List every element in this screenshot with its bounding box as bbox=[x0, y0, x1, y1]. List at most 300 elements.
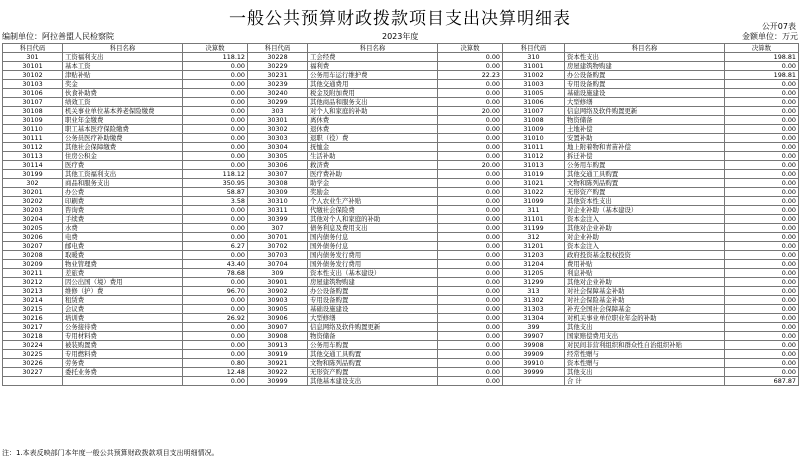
amount-cell: 0.00 bbox=[183, 323, 248, 332]
subject-code-cell: 30229 bbox=[248, 62, 308, 71]
header-cell: 科目代码 bbox=[503, 44, 565, 53]
subject-code-cell: 30903 bbox=[248, 296, 308, 305]
subject-code-cell: 301 bbox=[3, 53, 63, 62]
subject-code-cell: 30218 bbox=[3, 332, 63, 341]
subject-code-cell: 30101 bbox=[3, 62, 63, 71]
subject-name-cell: 绩效工资 bbox=[63, 98, 183, 107]
amount-cell: 0.00 bbox=[725, 260, 799, 269]
table-row bbox=[3, 179, 799, 188]
amount-cell: 0.00 bbox=[725, 368, 799, 377]
amount-cell: 43.40 bbox=[183, 260, 248, 269]
amount-cell: 0.00 bbox=[438, 269, 503, 278]
subject-name-cell: 公务用车购置 bbox=[565, 161, 725, 170]
subject-code-cell: 30205 bbox=[3, 224, 63, 233]
amount-cell: 0.00 bbox=[438, 260, 503, 269]
subject-name-cell: 水费 bbox=[63, 224, 183, 233]
table-row bbox=[3, 350, 799, 359]
amount-cell: 0.00 bbox=[438, 296, 503, 305]
amount-cell: 0.00 bbox=[725, 233, 799, 242]
subject-code-cell: 30922 bbox=[248, 368, 308, 377]
subject-code-cell: 31303 bbox=[503, 305, 565, 314]
subject-name-cell: 福利费 bbox=[308, 62, 438, 71]
subject-code-cell: 30308 bbox=[248, 179, 308, 188]
table-row bbox=[3, 314, 799, 323]
subject-name-cell: 医疗费补助 bbox=[308, 170, 438, 179]
table-row bbox=[3, 89, 799, 98]
subject-code-cell: 30239 bbox=[248, 80, 308, 89]
subject-code-cell: 302 bbox=[3, 179, 63, 188]
subject-code-cell: 30215 bbox=[3, 305, 63, 314]
subject-code-cell: 30702 bbox=[248, 242, 308, 251]
table-row bbox=[3, 116, 799, 125]
expenditure-table bbox=[2, 43, 799, 386]
table-row bbox=[3, 287, 799, 296]
subject-code-cell: 30208 bbox=[3, 251, 63, 260]
subject-code-cell: 39908 bbox=[503, 341, 565, 350]
subject-name-cell: 离休费 bbox=[308, 116, 438, 125]
table-row bbox=[3, 71, 799, 80]
amount-cell: 0.00 bbox=[438, 224, 503, 233]
amount-cell: 0.00 bbox=[183, 62, 248, 71]
amount-cell: 0.00 bbox=[183, 251, 248, 260]
subject-name-cell: 资本性支出 bbox=[565, 53, 725, 62]
amount-cell: 0.00 bbox=[438, 305, 503, 314]
amount-cell: 0.00 bbox=[183, 233, 248, 242]
subject-code-cell: 30199 bbox=[3, 170, 63, 179]
subject-code-cell: 30901 bbox=[248, 278, 308, 287]
subject-name-cell: 对企业补助（基本建设） bbox=[565, 206, 725, 215]
subject-name-cell: 对个人和家庭的补助 bbox=[308, 107, 438, 116]
subject-name-cell: 国外债务付息 bbox=[308, 242, 438, 251]
subject-code-cell: 30213 bbox=[3, 287, 63, 296]
amount-cell: 0.00 bbox=[438, 53, 503, 62]
subject-code-cell: 31201 bbox=[503, 242, 565, 251]
table-row bbox=[3, 260, 799, 269]
subject-code-cell: 30106 bbox=[3, 89, 63, 98]
amount-cell: 0.00 bbox=[438, 323, 503, 332]
subject-code-cell: 30224 bbox=[3, 341, 63, 350]
subject-name-cell: 利息补贴 bbox=[565, 269, 725, 278]
table-body bbox=[3, 53, 799, 386]
amount-cell: 0.00 bbox=[438, 179, 503, 188]
amount-cell: 0.00 bbox=[438, 170, 503, 179]
subject-name-cell: 取暖费 bbox=[63, 251, 183, 260]
amount-cell: 0.00 bbox=[438, 368, 503, 377]
subject-code-cell: 31003 bbox=[503, 80, 565, 89]
subject-code-cell: 30703 bbox=[248, 251, 308, 260]
table-row bbox=[3, 62, 799, 71]
amount-cell: 3.58 bbox=[183, 197, 248, 206]
subject-name-cell: 其他对企业补助 bbox=[565, 224, 725, 233]
subject-code-cell: 31199 bbox=[503, 224, 565, 233]
header-cell: 决算数 bbox=[725, 44, 799, 53]
subject-code-cell: 311 bbox=[503, 206, 565, 215]
amount-cell: 0.00 bbox=[438, 152, 503, 161]
subject-name-cell: 其他对企业补助 bbox=[565, 278, 725, 287]
amount-cell: 0.00 bbox=[438, 143, 503, 152]
amount-cell: 0.00 bbox=[438, 359, 503, 368]
subject-code-cell bbox=[3, 377, 63, 386]
subject-code-cell: 31203 bbox=[503, 251, 565, 260]
subject-name-cell: 专用燃料费 bbox=[63, 350, 183, 359]
amount-cell: 0.00 bbox=[438, 188, 503, 197]
subject-name-cell: 合 计 bbox=[565, 377, 725, 386]
subject-code-cell: 31012 bbox=[503, 152, 565, 161]
amount-cell: 0.00 bbox=[183, 215, 248, 224]
subject-name-cell: 其他对个人和家庭的补助 bbox=[308, 215, 438, 224]
amount-cell: 0.00 bbox=[725, 251, 799, 260]
subject-code-cell: 30212 bbox=[3, 278, 63, 287]
table-row bbox=[3, 53, 799, 62]
amount-cell: 0.00 bbox=[183, 332, 248, 341]
amount-cell: 58.87 bbox=[183, 188, 248, 197]
subject-code-cell: 30211 bbox=[3, 269, 63, 278]
subject-name-cell: 公务接待费 bbox=[63, 323, 183, 332]
subject-name-cell: 信息网络及软件购置更新 bbox=[565, 107, 725, 116]
table-row bbox=[3, 134, 799, 143]
subject-code-cell: 31001 bbox=[503, 62, 565, 71]
subject-name-cell: 抚恤金 bbox=[308, 143, 438, 152]
subject-name-cell: 商品和服务支出 bbox=[63, 179, 183, 188]
subject-name-cell: 维修（护）费 bbox=[63, 287, 183, 296]
amount-cell: 0.00 bbox=[183, 80, 248, 89]
subject-name-cell: 国外债务发行费用 bbox=[308, 260, 438, 269]
amount-cell: 12.48 bbox=[183, 368, 248, 377]
subject-code-cell: 31101 bbox=[503, 215, 565, 224]
subject-name-cell bbox=[63, 377, 183, 386]
amount-cell: 78.68 bbox=[183, 269, 248, 278]
subject-code-cell: 30217 bbox=[3, 323, 63, 332]
subject-code-cell: 30227 bbox=[3, 368, 63, 377]
subject-name-cell: 生活补助 bbox=[308, 152, 438, 161]
amount-cell: 0.00 bbox=[183, 224, 248, 233]
amount-cell: 0.00 bbox=[725, 80, 799, 89]
subject-code-cell: 30307 bbox=[248, 170, 308, 179]
subject-name-cell: 其他交通工具购置 bbox=[565, 170, 725, 179]
amount-cell: 0.00 bbox=[183, 278, 248, 287]
amount-cell: 0.00 bbox=[438, 134, 503, 143]
unit-label: 金额单位：万元 bbox=[742, 32, 798, 41]
amount-cell: 0.00 bbox=[183, 350, 248, 359]
amount-cell: 118.12 bbox=[183, 170, 248, 179]
subject-name-cell: 公务用车运行维护费 bbox=[308, 71, 438, 80]
subject-code-cell: 30202 bbox=[3, 197, 63, 206]
subject-name-cell: 其他资本性支出 bbox=[565, 197, 725, 206]
subject-name-cell: 公务用车购置 bbox=[308, 341, 438, 350]
amount-cell: 0.00 bbox=[438, 233, 503, 242]
meta-row bbox=[2, 31, 798, 42]
subject-code-cell: 30113 bbox=[3, 152, 63, 161]
amount-cell: 0.00 bbox=[438, 350, 503, 359]
amount-cell: 0.00 bbox=[725, 359, 799, 368]
table-row bbox=[3, 269, 799, 278]
subject-name-cell: 物业管理费 bbox=[63, 260, 183, 269]
subject-code-cell: 31005 bbox=[503, 89, 565, 98]
amount-cell: 0.00 bbox=[725, 206, 799, 215]
subject-code-cell: 30109 bbox=[3, 116, 63, 125]
subject-name-cell: 大型修缮 bbox=[308, 314, 438, 323]
subject-name-cell: 资本金注入 bbox=[565, 215, 725, 224]
subject-code-cell: 30906 bbox=[248, 314, 308, 323]
amount-cell: 0.00 bbox=[725, 242, 799, 251]
subject-code-cell: 39999 bbox=[503, 368, 565, 377]
subject-name-cell: 机关事业单位基本养老保险缴费 bbox=[63, 107, 183, 116]
amount-cell: 0.00 bbox=[725, 89, 799, 98]
subject-name-cell: 其他交通工具购置 bbox=[308, 350, 438, 359]
table-row bbox=[3, 368, 799, 377]
amount-cell: 0.00 bbox=[725, 215, 799, 224]
subject-name-cell: 其他工资福利支出 bbox=[63, 170, 183, 179]
amount-cell: 0.00 bbox=[725, 170, 799, 179]
subject-name-cell: 地上附着物和青苗补偿 bbox=[565, 143, 725, 152]
subject-code-cell: 31099 bbox=[503, 197, 565, 206]
subject-name-cell: 无形资产购置 bbox=[565, 188, 725, 197]
subject-name-cell: 物资储备 bbox=[565, 116, 725, 125]
amount-cell: 687.87 bbox=[725, 377, 799, 386]
subject-name-cell: 补充全国社会保障基金 bbox=[565, 305, 725, 314]
subject-name-cell: 对机关事业单位职业年金的补助 bbox=[565, 314, 725, 323]
subject-code-cell: 30207 bbox=[3, 242, 63, 251]
subject-code-cell: 30201 bbox=[3, 188, 63, 197]
subject-code-cell: 30704 bbox=[248, 260, 308, 269]
year-label: 2023年度 bbox=[382, 32, 419, 41]
amount-cell: 0.00 bbox=[183, 134, 248, 143]
subject-name-cell: 公务员医疗补助缴费 bbox=[63, 134, 183, 143]
subject-name-cell: 对社会保险基金补助 bbox=[565, 296, 725, 305]
subject-code-cell: 31302 bbox=[503, 296, 565, 305]
subject-code-cell: 30240 bbox=[248, 89, 308, 98]
table-row bbox=[3, 359, 799, 368]
amount-cell: 0.00 bbox=[725, 296, 799, 305]
table-row bbox=[3, 278, 799, 287]
subject-code-cell: 30701 bbox=[248, 233, 308, 242]
subject-name-cell: 培训费 bbox=[63, 314, 183, 323]
amount-cell: 0.00 bbox=[725, 314, 799, 323]
table-row bbox=[3, 215, 799, 224]
table-row bbox=[3, 143, 799, 152]
page-title: 一般公共预算财政拨款项目支出决算明细表 bbox=[229, 9, 571, 29]
subject-name-cell: 伙食补助费 bbox=[63, 89, 183, 98]
amount-cell: 0.00 bbox=[438, 116, 503, 125]
amount-cell: 0.00 bbox=[438, 341, 503, 350]
subject-code-cell: 31205 bbox=[503, 269, 565, 278]
subject-name-cell: 手续费 bbox=[63, 215, 183, 224]
subject-name-cell: 邮电费 bbox=[63, 242, 183, 251]
subject-name-cell: 工资福利支出 bbox=[63, 53, 183, 62]
amount-cell: 0.00 bbox=[725, 188, 799, 197]
amount-cell: 0.00 bbox=[438, 206, 503, 215]
subject-name-cell: 土地补偿 bbox=[565, 125, 725, 134]
subject-name-cell: 救济费 bbox=[308, 161, 438, 170]
subject-code-cell: 30919 bbox=[248, 350, 308, 359]
subject-name-cell: 劳务费 bbox=[63, 359, 183, 368]
subject-code-cell: 30203 bbox=[3, 206, 63, 215]
subject-name-cell: 代缴社会保险费 bbox=[308, 206, 438, 215]
subject-name-cell: 退职（役）费 bbox=[308, 134, 438, 143]
subject-name-cell: 其他商品和服务支出 bbox=[308, 98, 438, 107]
amount-cell: 0.00 bbox=[438, 98, 503, 107]
amount-cell: 0.00 bbox=[725, 179, 799, 188]
amount-cell: 0.00 bbox=[725, 116, 799, 125]
subject-code-cell: 30209 bbox=[3, 260, 63, 269]
subject-code-cell: 30206 bbox=[3, 233, 63, 242]
table-row bbox=[3, 188, 799, 197]
subject-code-cell: 30913 bbox=[248, 341, 308, 350]
subject-code-cell: 30399 bbox=[248, 215, 308, 224]
subject-code-cell: 30301 bbox=[248, 116, 308, 125]
subject-code-cell: 30112 bbox=[3, 143, 63, 152]
amount-cell: 0.00 bbox=[438, 278, 503, 287]
subject-name-cell: 资本金注入 bbox=[565, 242, 725, 251]
subject-name-cell: 对社会保障基金补助 bbox=[565, 287, 725, 296]
subject-name-cell: 其他支出 bbox=[565, 368, 725, 377]
subject-code-cell: 31008 bbox=[503, 116, 565, 125]
subject-code-cell: 30108 bbox=[3, 107, 63, 116]
subject-name-cell: 专用材料费 bbox=[63, 332, 183, 341]
subject-name-cell: 国内债务付息 bbox=[308, 233, 438, 242]
subject-code-cell: 30102 bbox=[3, 71, 63, 80]
subject-name-cell: 信息网络及软件购置更新 bbox=[308, 323, 438, 332]
subject-code-cell: 30114 bbox=[3, 161, 63, 170]
subject-code-cell: 30110 bbox=[3, 125, 63, 134]
subject-name-cell: 个人农业生产补贴 bbox=[308, 197, 438, 206]
amount-cell: 0.00 bbox=[183, 71, 248, 80]
subject-code-cell: 307 bbox=[248, 224, 308, 233]
subject-name-cell: 其他基本建设支出 bbox=[308, 377, 438, 386]
subject-name-cell: 办公设备购置 bbox=[565, 71, 725, 80]
subject-name-cell: 资本性支出（基本建设） bbox=[308, 269, 438, 278]
subject-code-cell: 30214 bbox=[3, 296, 63, 305]
table-row bbox=[3, 125, 799, 134]
table-row bbox=[3, 161, 799, 170]
table-row bbox=[3, 305, 799, 314]
subject-name-cell: 住房公积金 bbox=[63, 152, 183, 161]
header-cell: 科目名称 bbox=[565, 44, 725, 53]
subject-name-cell: 文物和陈列品购置 bbox=[565, 179, 725, 188]
subject-name-cell: 基本工资 bbox=[63, 62, 183, 71]
subject-name-cell: 电费 bbox=[63, 233, 183, 242]
amount-cell: 0.00 bbox=[725, 287, 799, 296]
header-cell: 科目名称 bbox=[308, 44, 438, 53]
subject-name-cell: 对民间非营利组织和群众性自治组织补贴 bbox=[565, 341, 725, 350]
subject-code-cell: 30999 bbox=[248, 377, 308, 386]
amount-cell: 0.00 bbox=[438, 80, 503, 89]
subject-name-cell: 资本性赠与 bbox=[565, 359, 725, 368]
subject-code-cell: 39909 bbox=[503, 350, 565, 359]
subject-code-cell: 30228 bbox=[248, 53, 308, 62]
subject-name-cell: 安置补助 bbox=[565, 134, 725, 143]
subject-code-cell: 31009 bbox=[503, 125, 565, 134]
subject-code-cell: 31013 bbox=[503, 161, 565, 170]
amount-cell: 350.95 bbox=[183, 179, 248, 188]
subject-code-cell bbox=[503, 377, 565, 386]
subject-name-cell: 国家赔偿费用支出 bbox=[565, 332, 725, 341]
amount-cell: 0.00 bbox=[725, 134, 799, 143]
subject-name-cell: 其他交通费用 bbox=[308, 80, 438, 89]
subject-code-cell: 313 bbox=[503, 287, 565, 296]
amount-cell: 0.00 bbox=[183, 152, 248, 161]
amount-cell: 0.00 bbox=[725, 323, 799, 332]
subject-code-cell: 30302 bbox=[248, 125, 308, 134]
subject-code-cell: 30309 bbox=[248, 188, 308, 197]
subject-name-cell: 基础设施建设 bbox=[565, 89, 725, 98]
amount-cell: 0.00 bbox=[725, 269, 799, 278]
subject-code-cell: 30921 bbox=[248, 359, 308, 368]
subject-code-cell: 30204 bbox=[3, 215, 63, 224]
amount-cell: 0.00 bbox=[438, 332, 503, 341]
subject-code-cell: 39910 bbox=[503, 359, 565, 368]
subject-name-cell: 委托业务费 bbox=[63, 368, 183, 377]
amount-cell: 118.12 bbox=[183, 53, 248, 62]
subject-code-cell: 303 bbox=[248, 107, 308, 116]
table-row bbox=[3, 296, 799, 305]
subject-name-cell: 办公费 bbox=[63, 188, 183, 197]
amount-cell: 0.00 bbox=[183, 143, 248, 152]
amount-cell: 0.00 bbox=[438, 215, 503, 224]
subject-name-cell: 印刷费 bbox=[63, 197, 183, 206]
table-row bbox=[3, 242, 799, 251]
amount-cell: 0.00 bbox=[725, 152, 799, 161]
subject-code-cell: 31304 bbox=[503, 314, 565, 323]
table-row bbox=[3, 152, 799, 161]
table-header-row bbox=[3, 44, 799, 53]
header-cell: 决算数 bbox=[183, 44, 248, 53]
amount-cell: 22.23 bbox=[438, 71, 503, 80]
subject-name-cell: 奖金 bbox=[63, 80, 183, 89]
subject-code-cell: 30310 bbox=[248, 197, 308, 206]
subject-code-cell: 30311 bbox=[248, 206, 308, 215]
table-row bbox=[3, 377, 799, 386]
subject-code-cell: 30216 bbox=[3, 314, 63, 323]
amount-cell: 0.00 bbox=[183, 116, 248, 125]
table-row bbox=[3, 341, 799, 350]
subject-code-cell: 30299 bbox=[248, 98, 308, 107]
subject-name-cell: 基础设施建设 bbox=[308, 305, 438, 314]
subject-name-cell: 国内债务发行费用 bbox=[308, 251, 438, 260]
table-row bbox=[3, 197, 799, 206]
table-row bbox=[3, 224, 799, 233]
subject-code-cell: 30305 bbox=[248, 152, 308, 161]
subject-name-cell: 大型修缮 bbox=[565, 98, 725, 107]
subject-code-cell: 30107 bbox=[3, 98, 63, 107]
amount-cell: 0.00 bbox=[725, 98, 799, 107]
amount-cell: 0.00 bbox=[183, 89, 248, 98]
subject-code-cell: 30905 bbox=[248, 305, 308, 314]
subject-name-cell: 被装购置费 bbox=[63, 341, 183, 350]
form-number: 公开07表 bbox=[761, 22, 796, 31]
subject-code-cell: 30226 bbox=[3, 359, 63, 368]
amount-cell: 0.00 bbox=[438, 287, 503, 296]
subject-name-cell: 专用设备购置 bbox=[565, 80, 725, 89]
amount-cell: 0.00 bbox=[183, 305, 248, 314]
amount-cell: 0.00 bbox=[725, 332, 799, 341]
footnote: 注：1.本表反映部门本年度一般公共预算财政拨款项目支出明细情况。 bbox=[2, 449, 219, 457]
subject-code-cell: 31011 bbox=[503, 143, 565, 152]
subject-code-cell: 31002 bbox=[503, 71, 565, 80]
subject-code-cell: 30231 bbox=[248, 71, 308, 80]
subject-name-cell: 对企业补助 bbox=[565, 233, 725, 242]
amount-cell: 20.00 bbox=[438, 161, 503, 170]
amount-cell: 0.00 bbox=[725, 125, 799, 134]
subject-name-cell: 助学金 bbox=[308, 179, 438, 188]
subject-code-cell: 31019 bbox=[503, 170, 565, 179]
subject-code-cell: 39907 bbox=[503, 332, 565, 341]
subject-name-cell: 债务利息及费用支出 bbox=[308, 224, 438, 233]
table-row bbox=[3, 332, 799, 341]
amount-cell: 0.00 bbox=[725, 107, 799, 116]
amount-cell: 0.00 bbox=[438, 314, 503, 323]
subject-name-cell: 因公出国（境）费用 bbox=[63, 278, 183, 287]
